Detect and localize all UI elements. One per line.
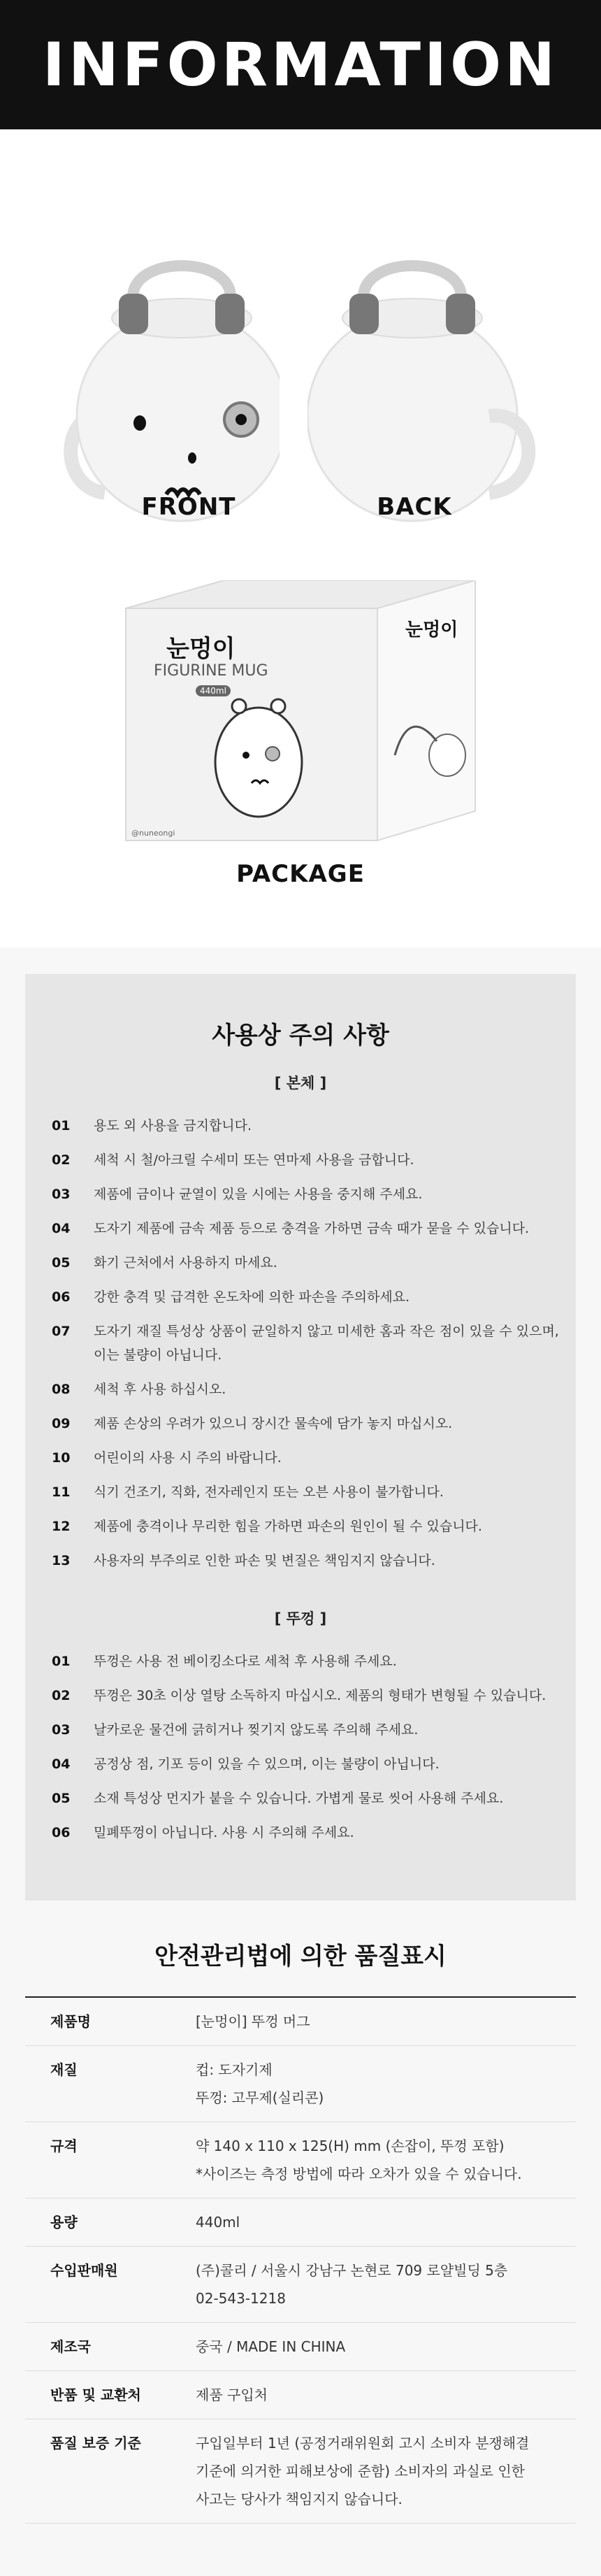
back-label: BACK: [377, 493, 452, 521]
notice-item: [52, 1148, 569, 1172]
quality-row: [25, 2046, 576, 2122]
notice-item: [52, 1217, 569, 1240]
notice-item: [52, 1319, 569, 1367]
quality-row: [25, 2122, 576, 2198]
notice-item-text: 소재 특성상 먼지가 붙을 수 있습니다. 가볍게 물로 씻어 사용해 주세요.: [94, 1791, 504, 1806]
quality-row-value: [196, 2046, 576, 2122]
quality-row: [25, 2247, 576, 2323]
mug-back-image: [307, 206, 545, 542]
quality-row-value: [196, 2371, 576, 2419]
quality-row-value: [196, 1997, 576, 2046]
notice-item-number: 07: [52, 1324, 71, 1339]
quality-row: [25, 1997, 576, 2046]
package-brand-front: 눈멍이: [166, 635, 236, 663]
quality-row-label: 제조국: [25, 2323, 196, 2371]
notice-item-number: 09: [52, 1416, 71, 1431]
front-label: FRONT: [141, 493, 236, 521]
product-photos: [0, 129, 601, 947]
notice-item-text: 사용자의 부주의로 인한 파손 및 변질은 책임지지 않습니다.: [94, 1553, 435, 1568]
notice-item-number: 06: [52, 1825, 71, 1840]
notice-item-number: 05: [52, 1255, 71, 1271]
notice-item-text: 식기 건조기, 직화, 전자레인지 또는 오븐 사용이 불가합니다.: [94, 1484, 444, 1500]
notice-item-number: 12: [52, 1519, 71, 1534]
quality-table: [25, 1996, 576, 2524]
notice-item-number: 04: [52, 1756, 71, 1772]
notice-item-number: 08: [52, 1382, 71, 1397]
quality-value-line: 02-543-1218: [196, 2290, 286, 2307]
notice-item-number: 06: [52, 1289, 71, 1305]
quality-value-line: 컵: 도자기제: [196, 2061, 273, 2078]
quality-value-line: 기준에 의거한 피해보상에 준함) 소비자의 과실로 인한: [196, 2463, 525, 2480]
notice-item-number: 10: [52, 1450, 71, 1466]
notice-item: [52, 1515, 569, 1538]
quality-row-label: 규격: [25, 2122, 196, 2198]
notice-item: [52, 1684, 569, 1708]
notice-item-number: 02: [52, 1152, 71, 1168]
notice-item: [52, 1378, 569, 1401]
notice-item: [52, 1821, 569, 1845]
quality-value-line: 구입일부터 1년 (공정거래위원회 고시 소비자 분쟁해결: [196, 2435, 530, 2452]
notice-item: [52, 1412, 569, 1436]
quality-row: [25, 2198, 576, 2247]
quality-row-label: 재질: [25, 2046, 196, 2122]
quality-row-value: [196, 2419, 576, 2524]
notice-item-number: 02: [52, 1688, 71, 1703]
package-brand-side: 눈멍이: [405, 620, 458, 641]
notice-item-text: 어린이의 사용 시 주의 바랍니다.: [94, 1450, 282, 1466]
notice-item-number: 11: [52, 1484, 71, 1500]
quality-value-line: 중국 / MADE IN CHINA: [196, 2338, 346, 2355]
quality-value-line: *사이즈는 측정 방법에 따라 오차가 있을 수 있습니다.: [196, 2166, 522, 2182]
quality-row-label: 제품명: [25, 1997, 196, 2046]
notice-item-text: 제품에 금이나 균열이 있을 시에는 사용을 중지해 주세요.: [94, 1187, 423, 1202]
quality-row: [25, 2371, 576, 2419]
package-capacity: 440ml: [196, 685, 231, 696]
notice-item: [52, 1285, 569, 1309]
quality-row-value: [196, 2247, 576, 2323]
notice-item: [52, 1752, 569, 1776]
notice-item-text: 공정상 점, 기포 등이 있을 수 있으며, 이는 불량이 아닙니다.: [94, 1756, 440, 1772]
notice-item-text: 세척 후 사용 하십시오.: [94, 1382, 226, 1397]
quality-row-label: 반품 및 교환처: [25, 2371, 196, 2419]
usage-notice-title: 사용상 주의 사항: [212, 1022, 389, 1050]
notice-item-number: 01: [52, 1654, 71, 1669]
quality-value-line: [눈멍이] 뚜껑 머그: [196, 2013, 310, 2030]
notice-item-text: 용도 외 사용을 금지합니다.: [94, 1118, 252, 1133]
body-section-title: [ 본체 ]: [274, 1075, 327, 1092]
notice-item: [52, 1446, 569, 1470]
quality-value-line: 제품 구입처: [196, 2387, 268, 2403]
notice-item-number: 03: [52, 1187, 71, 1202]
notice-item-text: 뚜껑은 30초 이상 열탕 소독하지 마십시오. 제품의 형태가 변형될 수 있습니다.: [94, 1688, 546, 1703]
package-product-name: FIGURINE MUG: [154, 662, 268, 680]
quality-value-line: (주)콜리 / 서울시 강남구 논현로 709 로얄빌딩 5층: [196, 2262, 508, 2279]
notice-item: [52, 1114, 569, 1138]
quality-row-label: 품질 보증 기준: [25, 2419, 196, 2524]
notice-item-text: 밀폐뚜껑이 아닙니다. 사용 시 주의해 주세요.: [94, 1825, 354, 1840]
notice-item-text: 도자기 재질 특성상 상품이 균일하지 않고 미세한 홈과 작은 점이 있을 수 있으며, 이는 불량이 아닙니다.: [94, 1324, 559, 1363]
quality-row-label: 수입판매원: [25, 2247, 196, 2323]
notice-item-number: 01: [52, 1118, 71, 1133]
notice-item: [52, 1718, 569, 1742]
header-title: INFORMATION: [42, 29, 559, 100]
notice-item: [52, 1251, 569, 1275]
notice-item: [52, 1787, 569, 1810]
notice-item-text: 제품 손상의 우려가 있으니 장시간 물속에 담가 놓지 마십시오.: [94, 1416, 453, 1431]
quality-row-value: [196, 2122, 576, 2198]
quality-row-value: [196, 2323, 576, 2371]
notice-item-number: 04: [52, 1221, 71, 1236]
quality-row: [25, 2323, 576, 2371]
package-maker: @nuneongi: [131, 829, 175, 838]
notice-item: [52, 1182, 569, 1206]
notice-item-text: 화기 근처에서 사용하지 마세요.: [94, 1255, 277, 1271]
notice-item: [52, 1480, 569, 1504]
quality-row-label: 용량: [25, 2198, 196, 2247]
notice-item-text: 세척 시 철/아크릴 수세미 또는 연마제 사용을 금합니다.: [94, 1152, 414, 1168]
notice-item-number: 13: [52, 1553, 71, 1568]
usage-notice-card: [25, 974, 576, 1901]
notice-item: [52, 1650, 569, 1673]
quality-value-line: 뚜껑: 고무제(실리콘): [196, 2089, 324, 2106]
mug-front-image: [42, 206, 280, 542]
notice-item-text: 강한 충격 및 급격한 온도차에 의한 파손을 주의하세요.: [94, 1289, 410, 1305]
quality-row-value: [196, 2198, 576, 2247]
notice-item: [52, 1549, 569, 1573]
info-header: [0, 0, 601, 129]
quality-value-line: 약 140 x 110 x 125(H) mm (손잡이, 뚜껑 포함): [196, 2138, 505, 2154]
lid-section-title: [ 뚜껑 ]: [274, 1610, 327, 1627]
quality-value-line: 사고는 당사가 책임지지 않습니다.: [196, 2491, 403, 2507]
notice-item-text: 제품에 충격이나 무리한 힘을 가하면 파손의 원인이 될 수 있습니다.: [94, 1519, 482, 1534]
quality-title: 안전관리법에 의한 품질표시: [154, 1942, 447, 1970]
quality-row: [25, 2419, 576, 2524]
notice-item-number: 03: [52, 1722, 71, 1738]
quality-value-line: 440ml: [196, 2214, 240, 2231]
notice-item-text: 도자기 제품에 금속 제품 등으로 충격을 가하면 금속 때가 묻을 수 있습니다.: [94, 1221, 530, 1236]
notice-item-text: 뚜껑은 사용 전 베이킹소다로 세척 후 사용해 주세요.: [94, 1654, 397, 1669]
notice-item-text: 날카로운 물건에 긁히거나 찢기지 않도록 주의해 주세요.: [94, 1722, 419, 1738]
notice-item-number: 05: [52, 1791, 71, 1806]
package-label: PACKAGE: [236, 860, 365, 888]
